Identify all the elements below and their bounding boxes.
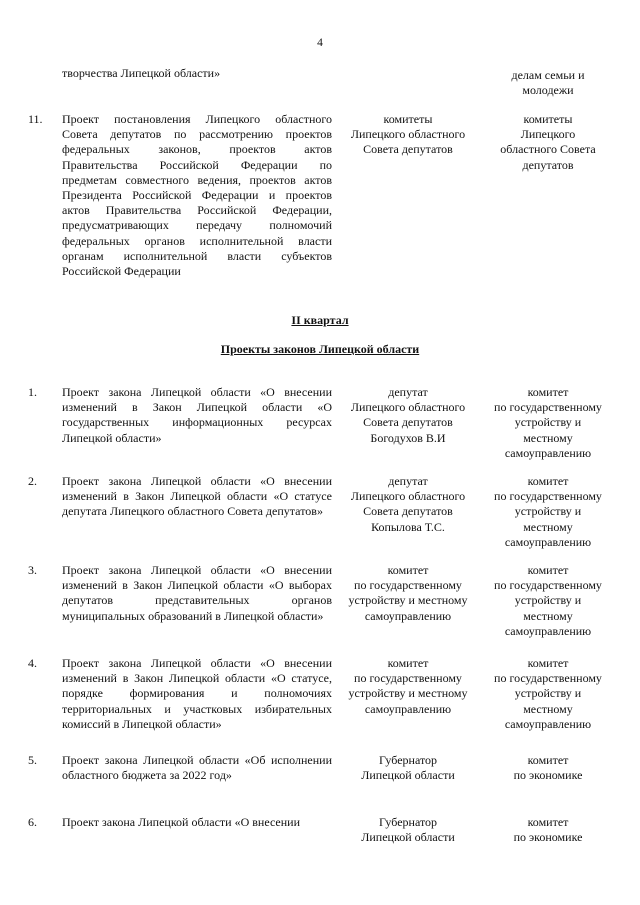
author-line: Совета депутатов bbox=[363, 415, 453, 430]
author-line: устройству и местному bbox=[348, 686, 468, 701]
author-line: Липецкого областного bbox=[350, 127, 466, 142]
item-committee bbox=[482, 815, 614, 845]
item-committee bbox=[482, 753, 614, 783]
committee-line: местному bbox=[523, 519, 573, 534]
committee-line: устройству и bbox=[514, 504, 582, 519]
carryover-committee-line: молодежи bbox=[522, 83, 574, 98]
committee-line: местному bbox=[523, 701, 573, 716]
author-line: комитет bbox=[387, 563, 429, 577]
item-committee bbox=[482, 563, 614, 639]
item-committee bbox=[482, 385, 614, 461]
author-line: самоуправлению bbox=[364, 608, 452, 623]
committee-line: самоуправлению bbox=[504, 534, 592, 549]
committee-line: комитеты bbox=[523, 112, 573, 126]
item-number: 2. bbox=[28, 474, 37, 488]
author-line: Богодухов В.И bbox=[370, 430, 446, 445]
committee-line: самоуправлению bbox=[504, 623, 592, 638]
committee-line: по государственному bbox=[494, 578, 602, 593]
item-committee bbox=[482, 474, 614, 550]
item-author bbox=[342, 815, 474, 845]
committee-line: местному bbox=[523, 608, 573, 623]
author-line: депутат bbox=[388, 474, 428, 488]
item-description: Проект закона Липецкой области «О внесении изменений в Закон Липецкой области «О выборах депутатов представительных органов муниципальных образований в Липецкой области» bbox=[62, 563, 332, 623]
author-line: Губернатор bbox=[378, 753, 438, 767]
section-title: Проекты законов Липецкой области bbox=[220, 342, 420, 356]
committee-line: комитет bbox=[527, 815, 569, 829]
author-line: Липецкой области bbox=[361, 768, 455, 783]
committee-line: комитет bbox=[527, 656, 569, 670]
item-description: Проект постановления Липецкого областного Совета депутатов по рассмотрению проектов федеральных законов, проектов актов Правительства Российской Федерации по предметам совместного ведения, проектов актов Президента Российской Федерации и проектов актов Правительства Российской Федерации, предусматривающих передачу полномочий федеральных органов исполнительной власти органам исполнительной власти субъектов Российской Федерации bbox=[62, 112, 332, 279]
page-number: 4 bbox=[317, 37, 323, 49]
carryover-description: творчества Липецкой области» bbox=[62, 66, 221, 80]
committee-line: самоуправлению bbox=[504, 716, 592, 731]
item-description: Проект закона Липецкой области «Об исполнении областного бюджета за 2022 год» bbox=[62, 753, 332, 783]
committee-line: самоуправлению bbox=[504, 445, 592, 460]
author-line: Совета депутатов bbox=[363, 504, 453, 519]
author-line: по государственному bbox=[354, 671, 462, 686]
item-committee bbox=[482, 112, 614, 173]
author-line: Совета депутатов bbox=[363, 142, 453, 157]
carryover-committee-line: делам семьи и bbox=[511, 68, 585, 82]
author-line: депутат bbox=[388, 385, 428, 399]
item-number: 6. bbox=[28, 815, 37, 829]
item-description: Проект закона Липецкой области «О внесении изменений в Закон Липецкой области «О государственных информационных ресурсах Липецкой области» bbox=[62, 385, 332, 445]
committee-line: областного Совета bbox=[500, 142, 596, 157]
item-author bbox=[342, 563, 474, 624]
quarter-heading: II квартал bbox=[291, 313, 349, 327]
committee-line: устройству и bbox=[514, 593, 582, 608]
committee-line: местному bbox=[523, 430, 573, 445]
committee-line: по государственному bbox=[494, 400, 602, 415]
committee-line: комитет bbox=[527, 753, 569, 767]
item-committee bbox=[482, 656, 614, 732]
item-number: 3. bbox=[28, 563, 37, 577]
author-line: устройству и местному bbox=[348, 593, 468, 608]
item-author bbox=[342, 753, 474, 783]
author-line: Губернатор bbox=[378, 815, 438, 829]
author-line: Копылова Т.С. bbox=[371, 519, 445, 534]
author-line: по государственному bbox=[354, 578, 462, 593]
committee-line: Липецкого bbox=[520, 127, 576, 142]
committee-line: комитет bbox=[527, 563, 569, 577]
author-line: самоуправлению bbox=[364, 701, 452, 716]
committee-line: комитет bbox=[527, 385, 569, 399]
item-number: 11. bbox=[28, 112, 43, 126]
item-number: 5. bbox=[28, 753, 37, 767]
item-description: Проект закона Липецкой области «О внесении изменений в Закон Липецкой области «О статусе депутата Липецкого областного Совета депутатов» bbox=[62, 474, 332, 519]
author-line: комитеты bbox=[383, 112, 433, 126]
committee-line: устройству и bbox=[514, 686, 582, 701]
author-line: комитет bbox=[387, 656, 429, 670]
author-line: Липецкой области bbox=[361, 830, 455, 845]
item-author bbox=[342, 385, 474, 446]
committee-line: по экономике bbox=[513, 768, 583, 783]
committee-line: по экономике bbox=[513, 830, 583, 845]
item-description: Проект закона Липецкой области «О внесении bbox=[62, 815, 301, 829]
item-author bbox=[342, 656, 474, 717]
carryover-committee bbox=[482, 68, 614, 98]
committee-line: по государственному bbox=[494, 489, 602, 504]
committee-line: устройству и bbox=[514, 415, 582, 430]
author-line: Липецкого областного bbox=[350, 489, 466, 504]
item-description: Проект закона Липецкой области «О внесении изменений в Закон Липецкой области «О статусе, порядке формирования и полномочиях территориальных и участковых избирательных комиссий в Липецкой области» bbox=[62, 656, 332, 731]
committee-line: депутатов bbox=[522, 157, 574, 172]
author-line: Липецкого областного bbox=[350, 400, 466, 415]
item-author bbox=[342, 474, 474, 535]
committee-line: по государственному bbox=[494, 671, 602, 686]
item-author bbox=[342, 112, 474, 158]
item-number: 4. bbox=[28, 656, 37, 670]
item-number: 1. bbox=[28, 385, 37, 399]
committee-line: комитет bbox=[527, 474, 569, 488]
